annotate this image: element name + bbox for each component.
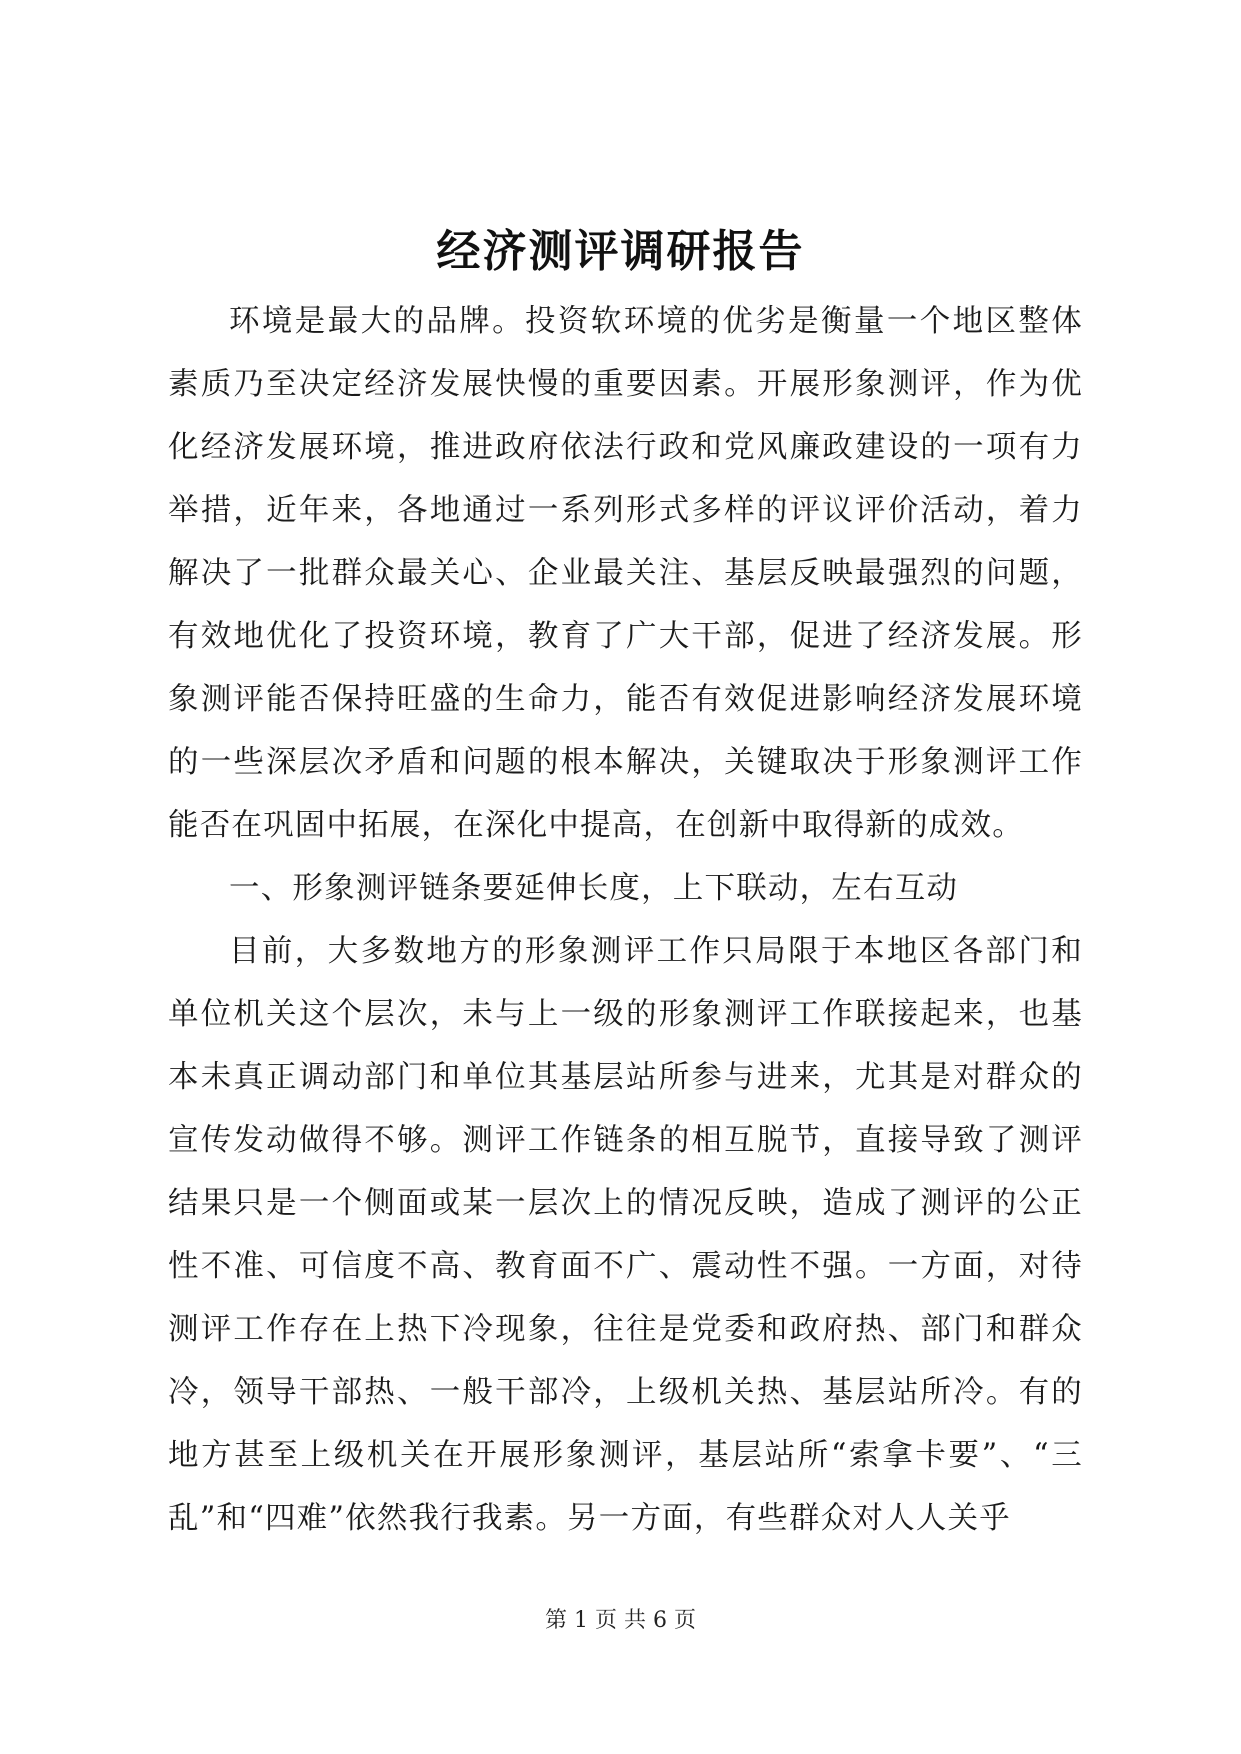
paragraph-section-1: 目前，大多数地方的形象测评工作只局限于本地区各部门和单位机关这个层次，未与上一级的形象测评工作联接起来，也基本未真正调动部门和单位其基层站所参与进来，尤其是对群众的宣传发动做得不够。测评工作链条的相互脱节，直接导致了测评结果只是一个侧面或某一层次上的情况反映，造成了测评的公正性不准、可信度不高、教育面不广、震动性不强。一方面，对待测评工作存在上热下冷现象，往往是党委和政府热、部门和群众冷，领导干部热、一般干部冷，上级机关热、基层站所冷。有的地方甚至上级机关在开展形象测评，基层站所“索拿卡要”、“三乱”和“四难”依然我行我素。另一方面，有些群众对人人关乎 (168, 934, 1083, 1536)
document-body (168, 290, 1083, 1550)
paragraph-intro: 环境是最大的品牌。投资软环境的优劣是衡量一个地区整体素质乃至决定经济发展快慢的重要因素。开展形象测评，作为优化经济发展环境，推进政府依法行政和党风廉政建设的一项有力举措，近年来，各地通过一系列形式多样的评议评价活动，着力解决了一批群众最关心、企业最关注、基层反映最强烈的问题，有效地优化了投资环境，教育了广大干部，促进了经济发展。形象测评能否保持旺盛的生命力，能否有效促进影响经济发展环境的一些深层次矛盾和问题的根本解决，关键取决于形象测评工作能否在巩固中拓展，在深化中提高，在创新中取得新的成效。 (168, 304, 1083, 843)
section-heading-1: 一、形象测评链条要延伸长度，上下联动，左右互动 (229, 871, 959, 906)
document-title: 经济测评调研报告 (436, 226, 805, 277)
page-number-footer: 第 1 页 共 6 页 (545, 1608, 696, 1633)
